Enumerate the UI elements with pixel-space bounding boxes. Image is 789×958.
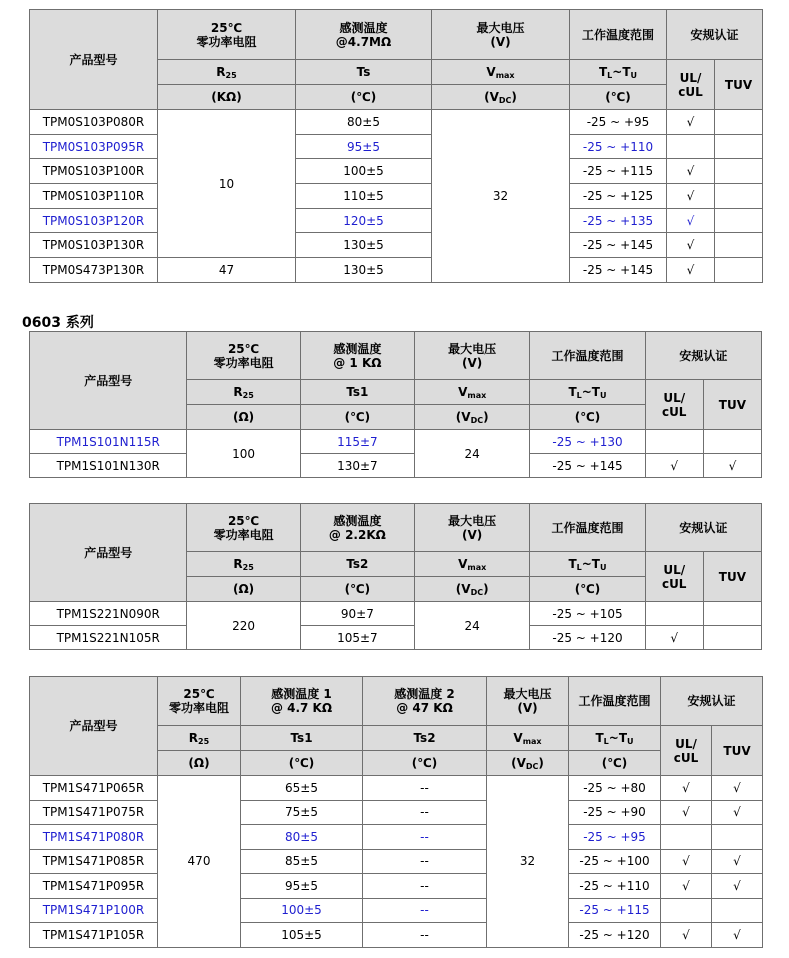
table-row (30, 874, 763, 899)
model-cell: TPM1S471P095R (30, 874, 158, 899)
range-cell: -25 ~ +115 (569, 898, 661, 923)
header-vmax-symbol: $V_{max}$ (487, 726, 569, 751)
ts-cell: 100±5 (296, 159, 432, 184)
ts-cell: 105±7 (300, 626, 414, 650)
header-ts-unit: (℃) (296, 85, 432, 110)
header-r25: 25℃ 零功率电阻 (158, 10, 296, 60)
model-cell: TPM0S103P130R (30, 233, 158, 258)
table-row (30, 626, 762, 650)
ul-cell: √ (667, 110, 715, 135)
ts2-cell: -- (363, 898, 487, 923)
r25-cell: 220 (187, 602, 300, 650)
header-r25-symbol: $R_{25}$ (187, 380, 300, 405)
ts-cell: 115±7 (300, 430, 414, 454)
header-vmax: 最大电压 (V) (415, 332, 530, 380)
range-cell: -25 ~ +120 (569, 923, 661, 948)
ts-cell: 90±7 (300, 602, 414, 626)
header-sense-temp: 感测温度 @4.7MΩ (296, 10, 432, 60)
model-cell: TPM1S471P065R (30, 776, 158, 801)
vmax-cell: 24 (415, 602, 530, 650)
table-row (30, 233, 763, 258)
header-ts-symbol: Ts1 (300, 380, 414, 405)
table-row (30, 184, 763, 209)
tuv-cell (715, 110, 763, 135)
header-range: 工作温度范围 (570, 10, 667, 60)
header-ts1-symbol: Ts1 (241, 726, 363, 751)
header-ts2-symbol: Ts2 (363, 726, 487, 751)
header-range-symbol: $T_L\sim T_U$ (570, 60, 667, 85)
header-range: 工作温度范围 (530, 332, 645, 380)
header-range: 工作温度范围 (569, 677, 661, 726)
range-cell: -25 ~ +125 (570, 184, 667, 209)
ts-cell: 120±5 (296, 208, 432, 233)
model-cell: TPM1S471P085R (30, 849, 158, 874)
table-row (30, 258, 763, 283)
ul-cell (661, 825, 712, 850)
header-ul: UL/ cUL (645, 380, 703, 430)
header-model: 产品型号 (30, 10, 158, 110)
header-range: 工作温度范围 (530, 504, 645, 552)
tuv-cell (703, 626, 761, 650)
table-row (30, 800, 763, 825)
header-range-symbol: $T_L\sim T_U$ (569, 726, 661, 751)
ts2-cell: -- (363, 849, 487, 874)
ts1-cell: 65±5 (241, 776, 363, 801)
spec-table-tpm0s (29, 9, 763, 283)
header-ul: UL/ cUL (645, 552, 703, 602)
ts1-cell: 100±5 (241, 898, 363, 923)
header-ts-symbol: Ts (296, 60, 432, 85)
ul-cell: √ (661, 800, 712, 825)
range-cell: -25 ~ +95 (570, 110, 667, 135)
range-cell: -25 ~ +120 (530, 626, 645, 650)
tuv-cell (712, 825, 763, 850)
header-sense-temp: 感测温度 @ 1 KΩ (300, 332, 414, 380)
header-r25-unit: (KΩ) (158, 85, 296, 110)
spec-table-tpm1s101 (29, 331, 762, 478)
header-vmax-symbol: $V_{max}$ (415, 552, 530, 577)
ts1-cell: 75±5 (241, 800, 363, 825)
header-tuv: TUV (703, 380, 761, 430)
ul-cell: √ (661, 923, 712, 948)
model-cell: TPM1S471P100R (30, 898, 158, 923)
tuv-cell: √ (712, 923, 763, 948)
range-cell: -25 ~ +115 (570, 159, 667, 184)
model-cell: TPM0S103P110R (30, 184, 158, 209)
header-tuv: TUV (712, 726, 763, 776)
header-sense-temp-1: 感测温度 1 @ 4.7 KΩ (241, 677, 363, 726)
header-range-unit: (℃) (530, 405, 645, 430)
tuv-cell: √ (712, 874, 763, 899)
tuv-cell (712, 898, 763, 923)
ul-cell: √ (667, 159, 715, 184)
range-cell: -25 ~ +100 (569, 849, 661, 874)
model-cell: TPM1S101N130R (30, 454, 187, 478)
model-cell: TPM0S103P095R (30, 134, 158, 159)
table-row (30, 454, 762, 478)
header-cert: 安规认证 (661, 677, 763, 726)
ts1-cell: 105±5 (241, 923, 363, 948)
header-vmax-symbol: $V_{max}$ (415, 380, 530, 405)
spec-table-tpm1s221 (29, 503, 762, 650)
tuv-cell: √ (712, 800, 763, 825)
tuv-cell (715, 184, 763, 209)
header-r25-unit: (Ω) (187, 577, 300, 602)
header-ts-unit: (℃) (300, 577, 414, 602)
table-row (30, 110, 763, 135)
header-r25: 25℃ 零功率电阻 (187, 504, 300, 552)
table-row (30, 776, 763, 801)
tuv-cell (715, 233, 763, 258)
ts-cell: 130±5 (296, 233, 432, 258)
table-row (30, 898, 763, 923)
ul-cell (645, 602, 703, 626)
range-cell: -25 ~ +105 (530, 602, 645, 626)
header-r25: 25℃ 零功率电阻 (187, 332, 300, 380)
model-cell: TPM1S221N105R (30, 626, 187, 650)
ts1-cell: 95±5 (241, 874, 363, 899)
model-cell: TPM0S103P100R (30, 159, 158, 184)
ul-cell: √ (661, 849, 712, 874)
ts-cell: 110±5 (296, 184, 432, 209)
header-vmax: 最大电压 (V) (415, 504, 530, 552)
header-cert: 安规认证 (645, 332, 761, 380)
ul-cell: √ (667, 208, 715, 233)
range-cell: -25 ~ +145 (570, 233, 667, 258)
tuv-cell (715, 159, 763, 184)
model-cell: TPM1S471P080R (30, 825, 158, 850)
ul-cell: √ (645, 626, 703, 650)
ts2-cell: -- (363, 923, 487, 948)
model-cell: TPM1S101N115R (30, 430, 187, 454)
header-vmax-unit: $(V_{DC})$ (487, 751, 569, 776)
range-cell: -25 ~ +135 (570, 208, 667, 233)
ul-cell (667, 134, 715, 159)
tuv-cell (703, 430, 761, 454)
ts2-cell: -- (363, 800, 487, 825)
ul-cell: √ (661, 874, 712, 899)
table-row (30, 849, 763, 874)
ul-cell: √ (667, 184, 715, 209)
header-range-symbol: $T_L\sim T_U$ (530, 552, 645, 577)
header-r25-symbol: $R_{25}$ (158, 726, 241, 751)
table-row (30, 208, 763, 233)
header-range-unit: (℃) (569, 751, 661, 776)
tuv-cell (715, 134, 763, 159)
header-ts2-unit: (℃) (363, 751, 487, 776)
header-vmax-unit: $(V_{DC})$ (415, 405, 530, 430)
header-r25-symbol: $R_{25}$ (158, 60, 296, 85)
table-row (30, 825, 763, 850)
header-ts-unit: (℃) (300, 405, 414, 430)
vmax-cell: 24 (415, 430, 530, 478)
ts-cell: 130±5 (296, 258, 432, 283)
header-model: 产品型号 (30, 504, 187, 602)
range-cell: -25 ~ +130 (530, 430, 645, 454)
tuv-cell: √ (712, 776, 763, 801)
tuv-cell (703, 602, 761, 626)
vmax-cell: 32 (487, 776, 569, 948)
header-model: 产品型号 (30, 677, 158, 776)
header-range-unit: (℃) (530, 577, 645, 602)
header-vmax-unit: $(V_{DC})$ (432, 85, 570, 110)
ts1-cell: 80±5 (241, 825, 363, 850)
tuv-cell: √ (712, 849, 763, 874)
ts-cell: 130±7 (300, 454, 414, 478)
tuv-cell (715, 258, 763, 283)
header-vmax: 最大电压 (V) (487, 677, 569, 726)
r25-cell: 47 (158, 258, 296, 283)
ul-cell (661, 898, 712, 923)
model-cell: TPM0S103P080R (30, 110, 158, 135)
ul-cell: √ (667, 233, 715, 258)
r25-cell: 100 (187, 430, 300, 478)
r25-cell: 10 (158, 110, 296, 258)
header-sense-temp: 感测温度 @ 2.2KΩ (300, 504, 414, 552)
header-ts1-unit: (℃) (241, 751, 363, 776)
spec-table-tpm1s471 (29, 676, 763, 948)
range-cell: -25 ~ +110 (570, 134, 667, 159)
table-row (30, 430, 762, 454)
header-r25: 25℃ 零功率电阻 (158, 677, 241, 726)
r25-cell: 470 (158, 776, 241, 948)
header-tuv: TUV (703, 552, 761, 602)
model-cell: TPM0S473P130R (30, 258, 158, 283)
header-ul: UL/ cUL (667, 60, 715, 110)
table-row (30, 923, 763, 948)
ul-cell: √ (645, 454, 703, 478)
range-cell: -25 ~ +145 (570, 258, 667, 283)
header-vmax-unit: $(V_{DC})$ (415, 577, 530, 602)
ts2-cell: -- (363, 874, 487, 899)
ts2-cell: -- (363, 776, 487, 801)
range-cell: -25 ~ +90 (569, 800, 661, 825)
model-cell: TPM1S471P105R (30, 923, 158, 948)
model-cell: TPM0S103P120R (30, 208, 158, 233)
tuv-cell (715, 208, 763, 233)
ul-cell: √ (661, 776, 712, 801)
range-cell: -25 ~ +80 (569, 776, 661, 801)
ts1-cell: 85±5 (241, 849, 363, 874)
tuv-cell: √ (703, 454, 761, 478)
header-range-unit: (℃) (570, 85, 667, 110)
table-row (30, 159, 763, 184)
header-range-symbol: $T_L\sim T_U$ (530, 380, 645, 405)
header-sense-temp-2: 感测温度 2 @ 47 KΩ (363, 677, 487, 726)
header-r25-unit: (Ω) (187, 405, 300, 430)
ul-cell: √ (667, 258, 715, 283)
header-cert: 安规认证 (667, 10, 763, 60)
header-vmax-symbol: $V_{max}$ (432, 60, 570, 85)
header-ul: UL/ cUL (661, 726, 712, 776)
table-row (30, 602, 762, 626)
ts-cell: 80±5 (296, 110, 432, 135)
header-r25-unit: (Ω) (158, 751, 241, 776)
series-title: 0603 系列 (22, 315, 94, 331)
ts2-cell: -- (363, 825, 487, 850)
header-tuv: TUV (715, 60, 763, 110)
ts-cell: 95±5 (296, 134, 432, 159)
header-vmax: 最大电压 (V) (432, 10, 570, 60)
header-cert: 安规认证 (645, 504, 761, 552)
range-cell: -25 ~ +110 (569, 874, 661, 899)
range-cell: -25 ~ +95 (569, 825, 661, 850)
model-cell: TPM1S221N090R (30, 602, 187, 626)
model-cell: TPM1S471P075R (30, 800, 158, 825)
vmax-cell: 32 (432, 110, 570, 283)
ul-cell (645, 430, 703, 454)
table-row (30, 134, 763, 159)
header-r25-symbol: $R_{25}$ (187, 552, 300, 577)
range-cell: -25 ~ +145 (530, 454, 645, 478)
header-model: 产品型号 (30, 332, 187, 430)
header-ts-symbol: Ts2 (300, 552, 414, 577)
